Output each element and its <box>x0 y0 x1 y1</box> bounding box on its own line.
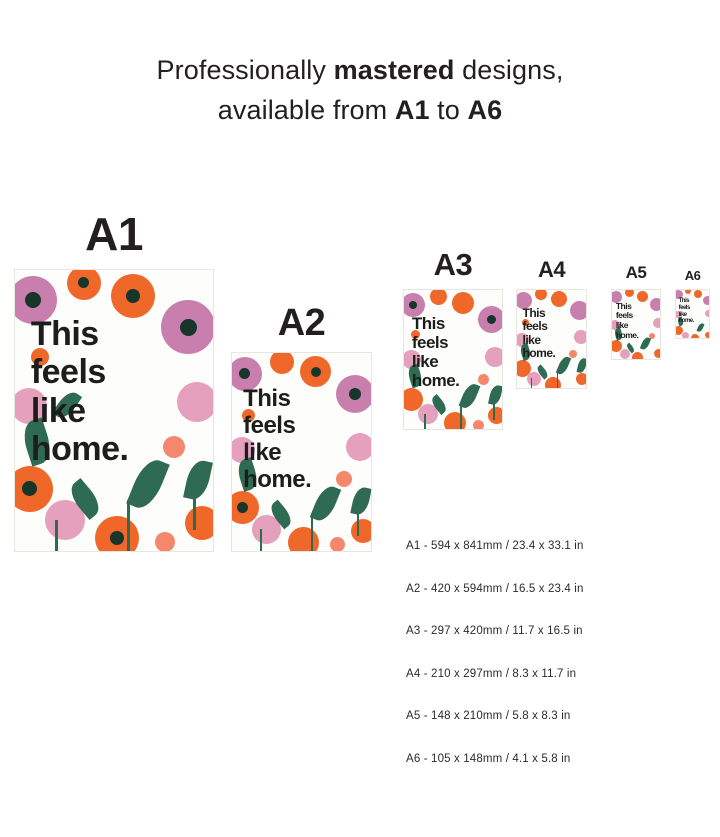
quote-line-3: like <box>615 319 629 330</box>
poster-preview-a4[interactable] <box>516 289 587 389</box>
quote-line-3: like <box>522 332 541 347</box>
poster-quote <box>523 307 581 361</box>
poster-preview-a5[interactable] <box>611 289 661 360</box>
quote-line-3: like <box>243 438 282 466</box>
dimension-item-a2: A2 - 420 x 594mm / 16.5 x 23.4 in <box>406 582 584 595</box>
quote-line-4: home. <box>243 466 312 493</box>
poster-block-a2 <box>231 302 372 552</box>
quote-line-4: home. <box>411 371 460 391</box>
quote-line-2: feels <box>522 319 548 334</box>
poster-preview-a3[interactable] <box>403 289 503 430</box>
dimension-item-a1: A1 - 594 x 841mm / 23.4 x 33.1 in <box>406 540 584 552</box>
quote-line-1: This <box>678 298 689 305</box>
poster-preview-a1[interactable] <box>14 269 214 552</box>
quote-line-3: like <box>30 391 86 430</box>
quote-line-3: like <box>411 352 439 372</box>
poster-quote <box>679 298 707 325</box>
poster-size-comparison-row <box>0 192 720 552</box>
size-label-a4: A4 <box>537 257 566 282</box>
poster-block-a4 <box>516 257 587 389</box>
quote-line-2: feels <box>615 310 633 321</box>
headline-emphasis-a6: A6 <box>467 95 503 126</box>
headline-text-2: designs, <box>454 55 564 85</box>
dimension-item-a4: A4 - 210 x 297mm / 8.3 x 11.7 in <box>406 667 577 680</box>
quote-line-2: feels <box>411 332 449 352</box>
quote-line-1: This <box>522 305 546 320</box>
page-title <box>0 0 720 130</box>
poster-preview-a2[interactable] <box>231 352 372 552</box>
poster-quote <box>243 385 360 493</box>
quote-line-1: This <box>30 314 99 353</box>
size-label-a3: A3 <box>433 247 473 282</box>
quote-line-4: home. <box>615 329 639 340</box>
quote-line-4: home. <box>678 318 694 325</box>
headline-text-1: Professionally <box>156 55 334 85</box>
size-label-a5: A5 <box>625 263 647 282</box>
quote-line-1: This <box>615 300 632 311</box>
dimension-list <box>406 540 706 795</box>
poster-block-a1 <box>14 208 214 552</box>
poster-block-a6 <box>675 268 710 339</box>
size-label-a2: A2 <box>277 302 326 344</box>
headline-emphasis-mastered: mastered <box>333 55 455 85</box>
size-label-a1: A1 <box>85 208 143 260</box>
poster-quote <box>616 302 656 340</box>
quote-line-2: feels <box>30 353 106 392</box>
quote-line-2: feels <box>243 411 296 439</box>
poster-block-a3 <box>403 247 503 430</box>
quote-line-1: This <box>411 313 445 333</box>
quote-line-4: home. <box>522 346 556 361</box>
size-label-a6: A6 <box>684 268 701 283</box>
dimension-item-a3: A3 - 297 x 420mm / 11.7 x 16.5 in <box>406 625 583 637</box>
poster-quote <box>31 315 197 469</box>
dimension-item-a6: A6 - 105 x 148mm / 4.1 x 5.8 in <box>406 752 571 765</box>
poster-block-a5 <box>611 263 661 360</box>
headline-text-4: to <box>429 95 468 126</box>
poster-preview-a6[interactable] <box>675 289 710 339</box>
poster-quote <box>412 314 494 391</box>
quote-line-2: feels <box>678 304 690 311</box>
headline-line-1 <box>0 52 720 89</box>
headline-text-3: available from <box>217 95 395 126</box>
quote-line-1: This <box>243 384 291 412</box>
quote-line-3: like <box>678 311 687 318</box>
dimension-item-a5: A5 - 148 x 210mm / 5.8 x 8.3 in <box>406 710 571 722</box>
headline-emphasis-a1: A1 <box>394 95 430 126</box>
headline-line-2 <box>0 92 720 129</box>
quote-line-4: home. <box>30 430 129 469</box>
